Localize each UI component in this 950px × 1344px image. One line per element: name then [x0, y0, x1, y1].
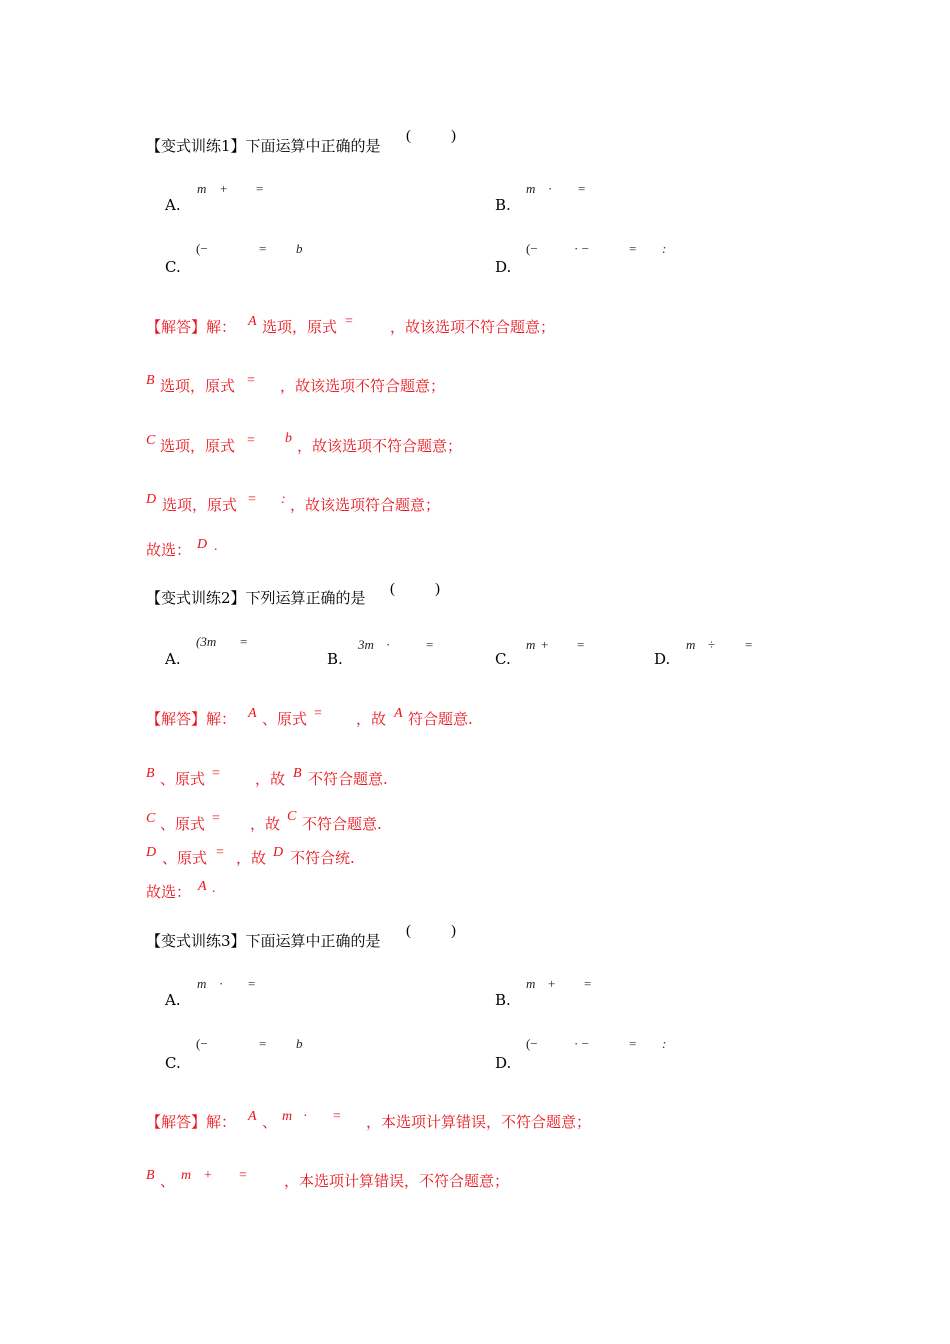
option-c-plus: + — [541, 637, 549, 652]
option-a-plus: + — [220, 181, 228, 196]
option-a-equals: = — [248, 976, 256, 991]
choose-var: A — [198, 879, 207, 894]
answer-equals: = — [239, 1168, 247, 1183]
answer-text: 选项，原式 — [162, 496, 238, 514]
exercise-1-title: 【变式训练1】下面运算中正确的是 — [146, 137, 381, 155]
choose-var: D — [197, 537, 208, 552]
option-d-equals: = — [745, 637, 753, 652]
answer-var: A — [248, 706, 257, 721]
answer-var-m: m — [181, 1168, 192, 1183]
answer-equals: = — [212, 811, 220, 826]
answer-text: 不符合题意. — [308, 770, 388, 788]
answer-plus: + — [204, 1168, 212, 1183]
option-a-label: A. — [165, 196, 181, 214]
answer-text: 选项，原式 — [160, 437, 236, 455]
option-c-label: C. — [495, 650, 511, 668]
answer-var: D — [146, 845, 157, 860]
option-a-label: A. — [165, 991, 181, 1009]
answer-heading: 【解答】解： — [146, 710, 237, 728]
exercise-3-title: 【变式训练3】下面运算中正确的是 — [146, 932, 381, 950]
answer-var-m: m — [282, 1109, 293, 1124]
answer-paren-open: ( — [406, 923, 411, 939]
answer-var: D — [273, 845, 284, 860]
option-b-var-m: m — [526, 976, 536, 991]
answer-text: ，本选项计算错误，不符合题意； — [366, 1113, 592, 1131]
option-d-ops: · − — [574, 241, 589, 256]
answer-var: B — [146, 766, 155, 781]
answer-var-b: b — [285, 431, 292, 446]
option-d-paren: (− — [526, 241, 538, 256]
answer-dot: · — [303, 1109, 308, 1124]
option-a-expr: (3m — [196, 634, 217, 649]
answer-tail: : — [281, 492, 286, 507]
answer-paren-open: ( — [406, 128, 411, 144]
answer-text: ，故 — [250, 815, 281, 833]
answer-paren-close: ) — [435, 581, 440, 597]
option-d-label: D. — [495, 258, 512, 276]
option-c-label: C. — [165, 258, 181, 276]
option-b-dot: · — [548, 181, 553, 196]
option-c-label: C. — [165, 1054, 181, 1072]
answer-text: ，故该选项不符合题意； — [297, 437, 463, 455]
answer-text: 、原式 — [160, 770, 206, 788]
answer-text: ，故 — [356, 710, 387, 728]
answer-text: 不符合统. — [290, 849, 355, 867]
option-d-ops: · − — [574, 1036, 589, 1051]
option-b-label: B. — [495, 196, 511, 214]
option-c-equals: = — [259, 241, 267, 256]
answer-paren-open: ( — [390, 581, 395, 597]
answer-var: B — [146, 373, 155, 388]
option-b-dot: · — [386, 637, 391, 652]
answer-paren-close: ) — [451, 128, 456, 144]
option-a-dot: · — [219, 976, 224, 991]
answer-var: D — [146, 492, 157, 507]
answer-text: ，故 — [236, 849, 267, 867]
answer-sep: 、 — [262, 1113, 278, 1131]
option-a-label: A. — [165, 650, 181, 668]
choose-dot: . — [214, 539, 218, 554]
choose-dot: . — [212, 881, 216, 896]
answer-text: 、原式 — [160, 815, 206, 833]
answer-equals: = — [314, 706, 322, 721]
choose-label: 故选： — [146, 541, 192, 559]
answer-equals: = — [247, 373, 255, 388]
answer-equals: = — [248, 492, 256, 507]
answer-heading: 【解答】解： — [146, 318, 237, 336]
exercise-2-title: 【变式训练2】下列运算正确的是 — [146, 589, 366, 607]
option-a-var-m: m — [197, 976, 207, 991]
answer-paren-close: ) — [451, 923, 456, 939]
answer-heading: 【解答】解： — [146, 1113, 237, 1131]
answer-var: A — [248, 314, 257, 329]
answer-equals: = — [345, 314, 353, 329]
answer-var: C — [287, 809, 297, 824]
option-a-equals: = — [240, 634, 248, 649]
option-c-var-m: m — [526, 637, 536, 652]
option-c-equals: = — [577, 637, 585, 652]
answer-text: ，故该选项符合题意； — [290, 496, 441, 514]
option-d-equals: = — [629, 1036, 637, 1051]
option-b-equals: = — [584, 976, 592, 991]
answer-text: 、原式 — [262, 710, 308, 728]
option-c-paren: (− — [196, 241, 208, 256]
answer-sep: 、 — [160, 1172, 176, 1190]
answer-text: 选项，原式 — [262, 318, 338, 336]
option-d-label: D. — [495, 1054, 512, 1072]
option-a-equals: = — [256, 181, 264, 196]
option-b-expr: 3m — [358, 637, 374, 652]
option-c-equals: = — [259, 1036, 267, 1051]
answer-text: 选项，原式 — [160, 377, 236, 395]
option-d-tail: : — [662, 1036, 667, 1051]
option-b-equals: = — [578, 181, 586, 196]
option-d-paren: (− — [526, 1036, 538, 1051]
option-d-equals: = — [629, 241, 637, 256]
answer-equals: = — [212, 766, 220, 781]
answer-var: C — [146, 433, 156, 448]
answer-text: 符合题意. — [408, 710, 473, 728]
answer-text: ，本选项计算错误，不符合题意； — [284, 1172, 510, 1190]
answer-equals: = — [216, 845, 224, 860]
answer-equals: = — [333, 1109, 341, 1124]
option-b-var-m: m — [526, 181, 536, 196]
answer-text: ，故该选项不符合题意； — [280, 377, 446, 395]
option-c-var-b: b — [296, 241, 303, 256]
answer-var: A — [394, 706, 403, 721]
option-b-label: B. — [495, 991, 511, 1009]
answer-equals: = — [247, 433, 255, 448]
option-b-label: B. — [327, 650, 343, 668]
option-b-equals: = — [426, 637, 434, 652]
answer-text: ，故该选项不符合题意； — [390, 318, 556, 336]
answer-text: 、原式 — [162, 849, 208, 867]
answer-text: ，故 — [255, 770, 286, 788]
choose-label: 故选： — [146, 883, 192, 901]
option-a-var-m: m — [197, 181, 207, 196]
option-b-plus: + — [548, 976, 556, 991]
option-d-tail: : — [662, 241, 667, 256]
answer-text: 不符合题意. — [302, 815, 382, 833]
option-d-label: D. — [654, 650, 671, 668]
option-c-var-b: b — [296, 1036, 303, 1051]
option-d-var-m: m — [686, 637, 696, 652]
answer-var: B — [293, 766, 302, 781]
answer-var: A — [248, 1109, 257, 1124]
option-c-paren: (− — [196, 1036, 208, 1051]
answer-var: B — [146, 1168, 155, 1183]
answer-var: C — [146, 811, 156, 826]
option-d-divide: ÷ — [708, 637, 716, 652]
